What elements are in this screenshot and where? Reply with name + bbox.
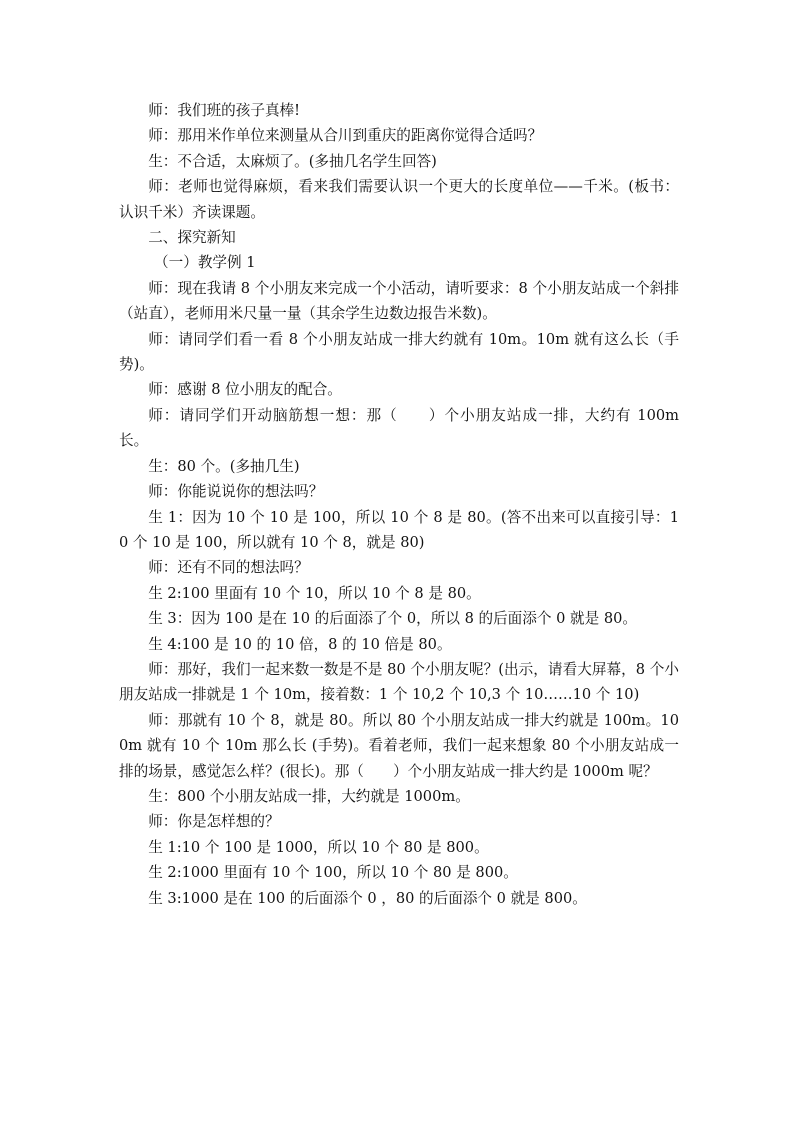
paragraph: 生 1:10 个 100 是 1000，所以 10 个 80 是 800。	[148, 838, 489, 856]
paragraph: 师：请同学们开动脑筋想一想：那（ ）个小朋友站成一排，大约有 100m 长。	[119, 406, 679, 450]
paragraph: 师：你能说说你的想法吗？	[148, 483, 324, 501]
paragraph: 师：那用米作单位来测量从合川到重庆的距离你觉得合适吗？	[148, 127, 543, 145]
document-body	[119, 98, 679, 911]
paragraph: 师：那好，我们一起来数一数是不是 80 个小朋友呢？(出示，请看大屏幕，8 个小朋友站成一排就是 1 个 10m，接着数：1 个 10,2 个 10,3 个 10……10 个 10)	[119, 660, 679, 704]
paragraph: 师：现在我请 8 个小朋友来完成一个小活动，请听要求：8 个小朋友站成一个斜排（站直），老师用米尺量一量（其余学生边数边报告米数)。	[119, 279, 679, 323]
paragraph: 生 1：因为 10 个 10 是 100，所以 10 个 8 是 80。(答不出来可以直接引导：10 个 10 是 100，所以就有 10 个 8，就是 80)	[119, 508, 679, 551]
paragraph: 生 2:1000 里面有 10 个 100，所以 10 个 80 是 800。	[148, 864, 518, 882]
paragraph: 师：我们班的孩子真棒!	[148, 102, 300, 119]
paragraph: 生 3:1000 是在 100 的后面添个 0 ，80 的后面添个 0 就是 800。	[148, 889, 587, 907]
paragraph: 生：80 个。(多抽几生)	[148, 457, 300, 475]
paragraph: 生：不合适，太麻烦了。(多抽几名学生回答)	[148, 152, 437, 170]
paragraph: 生 4:100 是 10 的 10 倍，8 的 10 倍是 80。	[148, 635, 452, 653]
section-heading: 二、探究新知	[148, 229, 236, 247]
paragraph: 生 3：因为 100 是在 10 的后面添了个 0，所以 8 的后面添个 0 就是 80。	[148, 610, 638, 628]
paragraph: 生：800 个小朋友站成一排，大约就是 1000m。	[148, 787, 470, 805]
paragraph: 师：老师也觉得麻烦，看来我们需要认识一个更大的长度单位——千米。(板书：认识千米）齐读课题。	[119, 178, 679, 221]
paragraph: 师：还有不同的想法吗？	[148, 559, 309, 577]
paragraph: 师：你是怎样想的？	[148, 813, 280, 831]
paragraph: 师：那就有 10 个 8，就是 80。所以 80 个小朋友站成一排大约就是 100m。100m 就有 10 个 10m 那么长 (手势)。看着老师，我们一起来想象 80 个小朋友站成一排的场景，感觉怎么样？(很长)。那（ ）个小朋友站成一排大约是 1000m 呢？	[119, 711, 679, 780]
sub-heading: （一）教学例 1	[154, 254, 256, 272]
paragraph: 师：感谢 8 位小朋友的配合。	[148, 381, 342, 399]
paragraph: 生 2:100 里面有 10 个 10，所以 10 个 8 是 80。	[148, 584, 481, 602]
paragraph: 师：请同学们看一看 8 个小朋友站成一排大约就有 10m。10m 就有这么长（手势)。	[119, 330, 679, 374]
